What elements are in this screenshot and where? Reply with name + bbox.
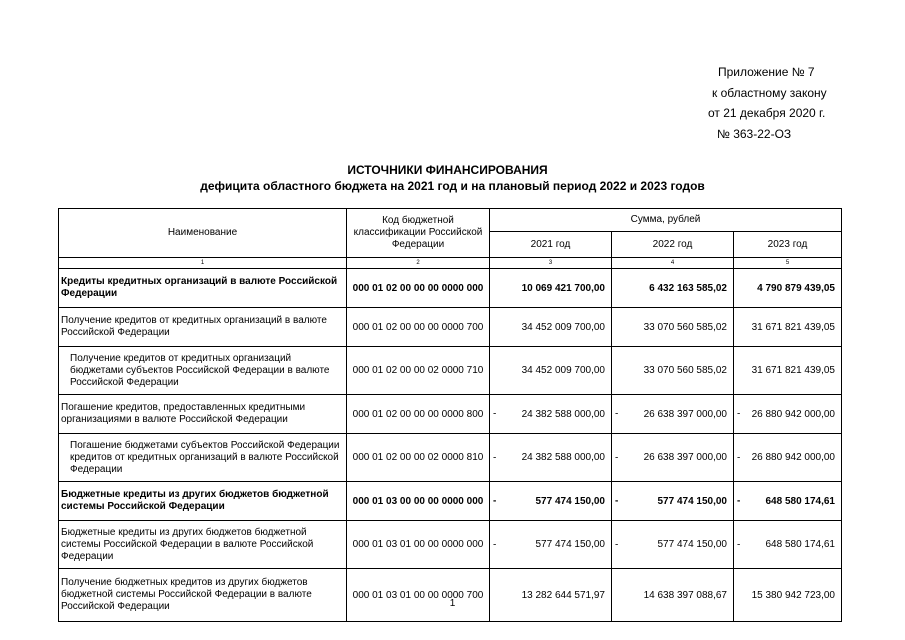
column-number: 4 bbox=[612, 258, 734, 269]
amount-2023: 31 671 821 439,05 bbox=[734, 347, 842, 395]
amount-2023-cell bbox=[734, 482, 842, 521]
row-code: 000 01 03 00 00 00 0000 000 bbox=[347, 482, 490, 521]
column-number: 2 bbox=[347, 258, 490, 269]
appendix-line: от 21 декабря 2020 г. bbox=[708, 106, 826, 120]
appendix-block bbox=[660, 62, 840, 144]
row-name: Погашение бюджетами субъектов Российской Федерации кредитов от кредитных организаций в валюте Российской Федерации bbox=[59, 434, 347, 482]
document-title bbox=[0, 162, 905, 194]
table-row bbox=[59, 482, 842, 521]
amount-2021-cell bbox=[490, 521, 612, 569]
amount-2023-cell bbox=[734, 434, 842, 482]
header-2023: 2023 год bbox=[734, 232, 842, 258]
title-line-1: ИСТОЧНИКИ ФИНАНСИРОВАНИЯ bbox=[347, 163, 548, 177]
amount-2023-cell bbox=[734, 521, 842, 569]
amount-2021-cell bbox=[490, 434, 612, 482]
appendix-line: № 363-22-ОЗ bbox=[717, 126, 792, 141]
amount-2022: 6 432 163 585,02 bbox=[612, 269, 734, 308]
table-row bbox=[59, 269, 842, 308]
table-row bbox=[59, 569, 842, 622]
minus-sign: - bbox=[615, 495, 619, 507]
minus-sign: - bbox=[615, 452, 619, 463]
amount-2021: 577 474 150,00 bbox=[535, 495, 605, 507]
row-code: 000 01 02 00 00 00 0000 700 bbox=[347, 308, 490, 347]
minus-sign: - bbox=[493, 539, 497, 550]
minus-sign: - bbox=[493, 408, 497, 420]
amount-2022-cell bbox=[612, 395, 734, 434]
header-name: Наименование bbox=[59, 209, 347, 258]
amount-2021: 24 382 588 000,00 bbox=[521, 452, 605, 463]
row-name: Получение бюджетных кредитов из других бюджетов бюджетной системы Российской Федерации в валюте Российской Федерации bbox=[59, 569, 347, 622]
minus-sign: - bbox=[615, 408, 619, 420]
column-number-row bbox=[59, 258, 842, 269]
row-code: 000 01 02 00 00 00 0000 000 bbox=[347, 269, 490, 308]
minus-sign: - bbox=[493, 495, 497, 507]
amount-2022-cell bbox=[612, 482, 734, 521]
amount-2021: 24 382 588 000,00 bbox=[521, 408, 605, 420]
minus-sign: - bbox=[737, 539, 741, 550]
row-name: Получение кредитов от кредитных организаций в валюте Российской Федерации bbox=[59, 308, 347, 347]
amount-2022: 26 638 397 000,00 bbox=[643, 408, 727, 420]
amount-2022: 577 474 150,00 bbox=[657, 495, 727, 507]
table-row bbox=[59, 395, 842, 434]
amount-2021: 577 474 150,00 bbox=[535, 539, 605, 550]
amount-2022: 577 474 150,00 bbox=[657, 539, 727, 550]
table-row bbox=[59, 347, 842, 395]
header-code: Код бюджетной классификации Российской Федерации bbox=[347, 209, 490, 258]
amount-2022: 26 638 397 000,00 bbox=[643, 452, 727, 463]
minus-sign: - bbox=[737, 495, 741, 507]
row-name: Получение кредитов от кредитных организаций бюджетами субъектов Российской Федерации в валюте Российской Федерации bbox=[59, 347, 347, 395]
minus-sign: - bbox=[737, 408, 741, 420]
amount-2023: 15 380 942 723,00 bbox=[734, 569, 842, 622]
minus-sign: - bbox=[615, 539, 619, 550]
page-number: 1 bbox=[449, 598, 456, 609]
row-code: 000 01 02 00 00 00 0000 800 bbox=[347, 395, 490, 434]
amount-2023: 648 580 174,61 bbox=[765, 495, 835, 507]
row-code: 000 01 02 00 00 02 0000 810 bbox=[347, 434, 490, 482]
appendix-line: Приложение № 7 bbox=[718, 65, 815, 79]
amount-2022: 33 070 560 585,02 bbox=[612, 308, 734, 347]
row-code: 000 01 03 01 00 00 0000 700 bbox=[347, 569, 490, 622]
row-name: Погашение кредитов, предоставленных кредитными организациями в валюте Российской Федерации bbox=[59, 395, 347, 434]
table-row bbox=[59, 308, 842, 347]
header-row bbox=[59, 209, 842, 232]
amount-2021: 34 452 009 700,00 bbox=[490, 347, 612, 395]
column-number: 1 bbox=[59, 258, 347, 269]
row-code: 000 01 03 01 00 00 0000 000 bbox=[347, 521, 490, 569]
amount-2022-cell bbox=[612, 434, 734, 482]
amount-2023: 4 790 879 439,05 bbox=[734, 269, 842, 308]
amount-2022: 33 070 560 585,02 bbox=[612, 347, 734, 395]
minus-sign: - bbox=[493, 452, 497, 463]
header-2022: 2022 год bbox=[612, 232, 734, 258]
amount-2021-cell bbox=[490, 482, 612, 521]
amount-2023-cell bbox=[734, 395, 842, 434]
header-sum: Сумма, рублей bbox=[490, 209, 842, 232]
appendix-line: к областному закону bbox=[712, 85, 827, 100]
amount-2021: 13 282 644 571,97 bbox=[490, 569, 612, 622]
row-code: 000 01 02 00 00 02 0000 710 bbox=[347, 347, 490, 395]
column-number: 5 bbox=[734, 258, 842, 269]
amount-2023: 26 880 942 000,00 bbox=[751, 452, 835, 463]
financing-sources-table bbox=[58, 208, 842, 622]
row-name: Кредиты кредитных организаций в валюте Российской Федерации bbox=[59, 269, 347, 308]
table-row bbox=[59, 521, 842, 569]
amount-2023: 26 880 942 000,00 bbox=[751, 408, 835, 420]
amount-2023: 31 671 821 439,05 bbox=[734, 308, 842, 347]
column-number: 3 bbox=[490, 258, 612, 269]
row-name: Бюджетные кредиты из других бюджетов бюджетной системы Российской Федерации bbox=[59, 482, 347, 521]
amount-2021-cell bbox=[490, 395, 612, 434]
row-name: Бюджетные кредиты из других бюджетов бюджетной системы Российской Федерации в валюте Российской Федерации bbox=[59, 521, 347, 569]
amount-2021: 10 069 421 700,00 bbox=[490, 269, 612, 308]
amount-2022-cell bbox=[612, 521, 734, 569]
header-2021: 2021 год bbox=[490, 232, 612, 258]
minus-sign: - bbox=[737, 452, 741, 463]
table-row bbox=[59, 434, 842, 482]
amount-2021: 34 452 009 700,00 bbox=[490, 308, 612, 347]
amount-2023: 648 580 174,61 bbox=[765, 539, 835, 550]
amount-2022: 14 638 397 088,67 bbox=[612, 569, 734, 622]
title-line-2: дефицита областного бюджета на 2021 год и на плановый период 2022 и 2023 годов bbox=[200, 179, 705, 193]
